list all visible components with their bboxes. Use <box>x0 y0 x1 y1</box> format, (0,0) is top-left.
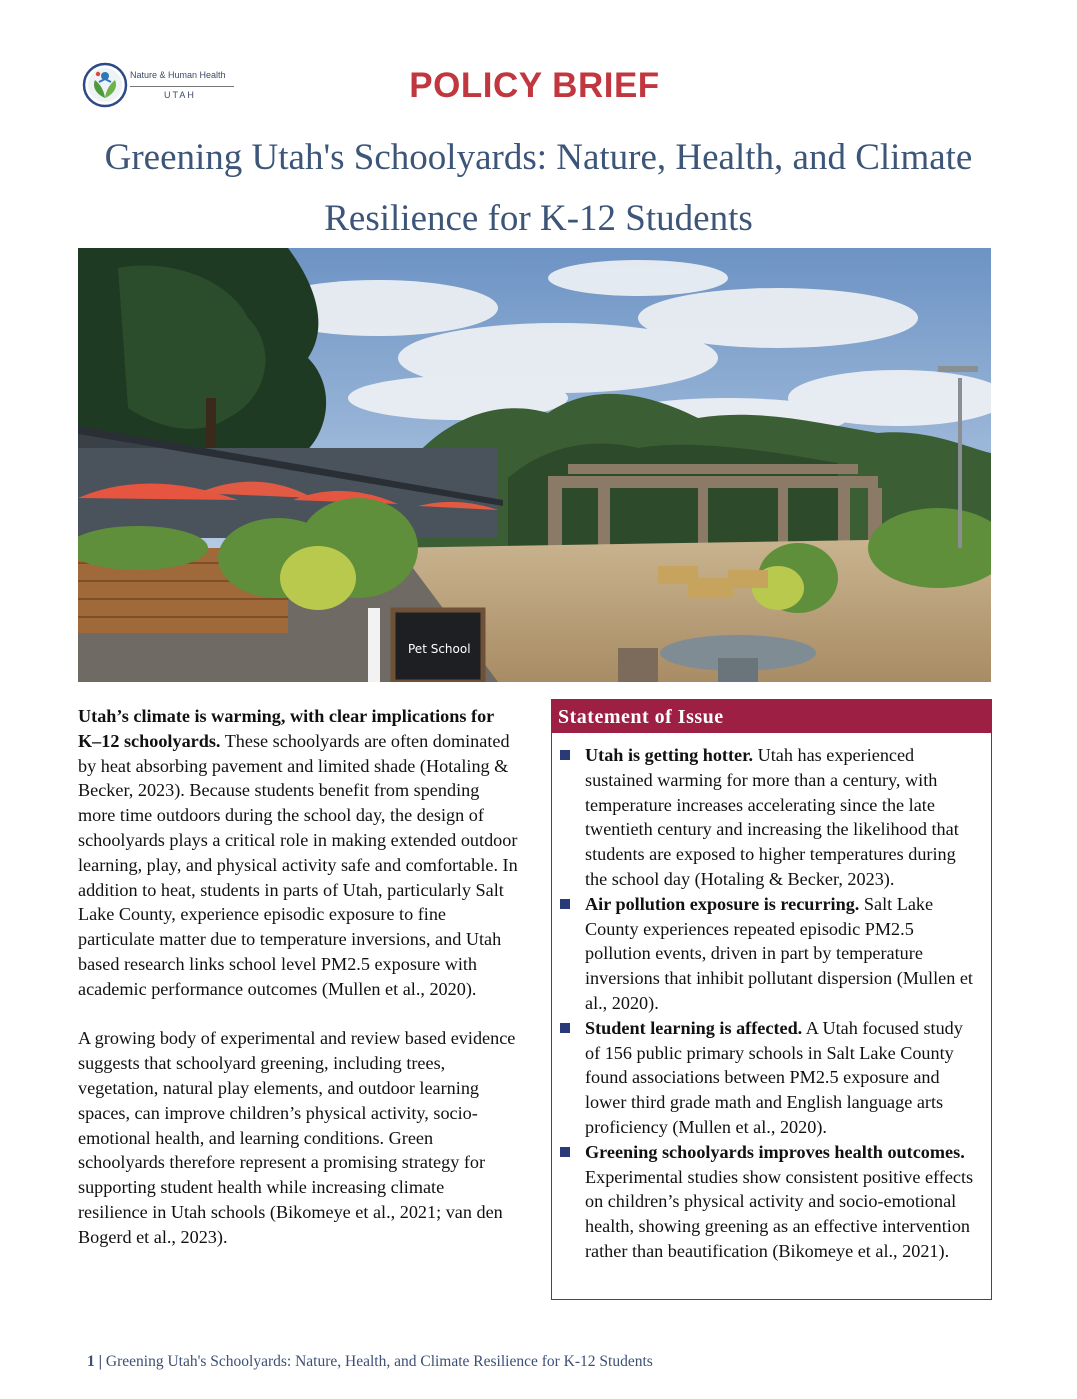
issue-item-body: A Utah focused study of 156 public primary schools in Salt Lake County found associations between PM2.5 exposure and lower third grade math and English language arts proficiency (Mullen et al., 2020). <box>585 1017 963 1137</box>
chalkboard-text: Pet School <box>408 642 471 656</box>
intro-section <box>78 704 518 1274</box>
hero-photo <box>78 248 991 682</box>
intro-lead: Utah’s climate is warming, with clear implications for K–12 schoolyards. <box>78 706 494 751</box>
policy-brief-label: POLICY BRIEF <box>409 66 660 105</box>
footer-separator: | <box>98 1353 103 1370</box>
page-title: Greening Utah's Schoolyards: Nature, Health, and Climate Resilience for K-12 Students <box>104 137 973 239</box>
issue-item <box>552 1016 991 1140</box>
issue-item-lead: Air pollution exposure is recurring. <box>585 893 860 914</box>
issue-item-lead: Student learning is affected. <box>585 1017 803 1038</box>
issue-item <box>552 1140 991 1264</box>
logo-state-name: UTAH <box>164 90 196 100</box>
statement-of-issue-box <box>551 699 992 1300</box>
square-bullet-icon <box>560 1147 570 1157</box>
intro-paragraph-1 <box>78 704 518 1002</box>
square-bullet-icon <box>560 750 570 760</box>
schoolyard-photo-icon <box>78 248 991 682</box>
square-bullet-icon <box>560 899 570 909</box>
issue-item-lead: Utah is getting hotter. <box>585 745 754 765</box>
issue-item <box>552 743 991 892</box>
issue-list <box>552 743 991 1264</box>
footer-title: Greening Utah's Schoolyards: Nature, Health, and Climate Resilience for K-12 Students <box>105 1353 653 1370</box>
page-footer <box>87 1353 653 1371</box>
issue-item-body: Utah has experienced sustained warming for more than a century, with temperature increases accelerating since the late twentieth century and increasing the likelihood that students are exposed to higher temperatures during the school day (Hotaling & Becker, 2023). <box>585 745 959 889</box>
logo-org-name: Nature & Human Health <box>130 70 226 80</box>
square-bullet-icon <box>560 1023 570 1033</box>
issue-item-body: Salt Lake County experiences repeated episodic PM2.5 pollution events, driven in part by temperature inversions that inhibit pollutant dispersion (Mullen et al., 2020). <box>585 893 973 1013</box>
issue-item-lead: Greening schoolyards improves health outcomes. <box>585 1141 965 1162</box>
statement-of-issue-heading: Statement of Issue <box>552 700 991 733</box>
issue-item <box>552 892 991 1016</box>
intro-body: These schoolyards are often dominated by heat absorbing pavement and limited shade (Hotaling & Becker, 2023). Because students benefit from spending more time outdoors during the school day, the design of schoolyards plays a critical role in making extended outdoor learning, play, and physical activity safe and comfortable. In addition to heat, students in parts of Utah, particularly Salt Lake County, experience episodic exposure to fine particulate matter due to temperature inversions, and Utah based research links school level PM2.5 exposure with academic performance outcomes (Mullen et al., 2020). <box>78 730 518 999</box>
page-number: 1 <box>87 1353 95 1370</box>
issue-item-body: Experimental studies show consistent positive effects on children’s physical activity and socio-emotional health, showing greening as an effective intervention rather than beautification (Bikomeye et al., 2021). <box>585 1166 974 1261</box>
intro-paragraph-2: A growing body of experimental and review based evidence suggests that schoolyard greening, including trees, vegetation, natural play elements, and outdoor learning spaces, can improve children’s physical activity, socio-emotional health, and learning conditions. Green schoolyards therefore represent a promising strategy for supporting student health while increasing climate resilience in Utah schools (Bikomeye et al., 2021; van den Bogerd et al., 2023). <box>78 1028 516 1247</box>
